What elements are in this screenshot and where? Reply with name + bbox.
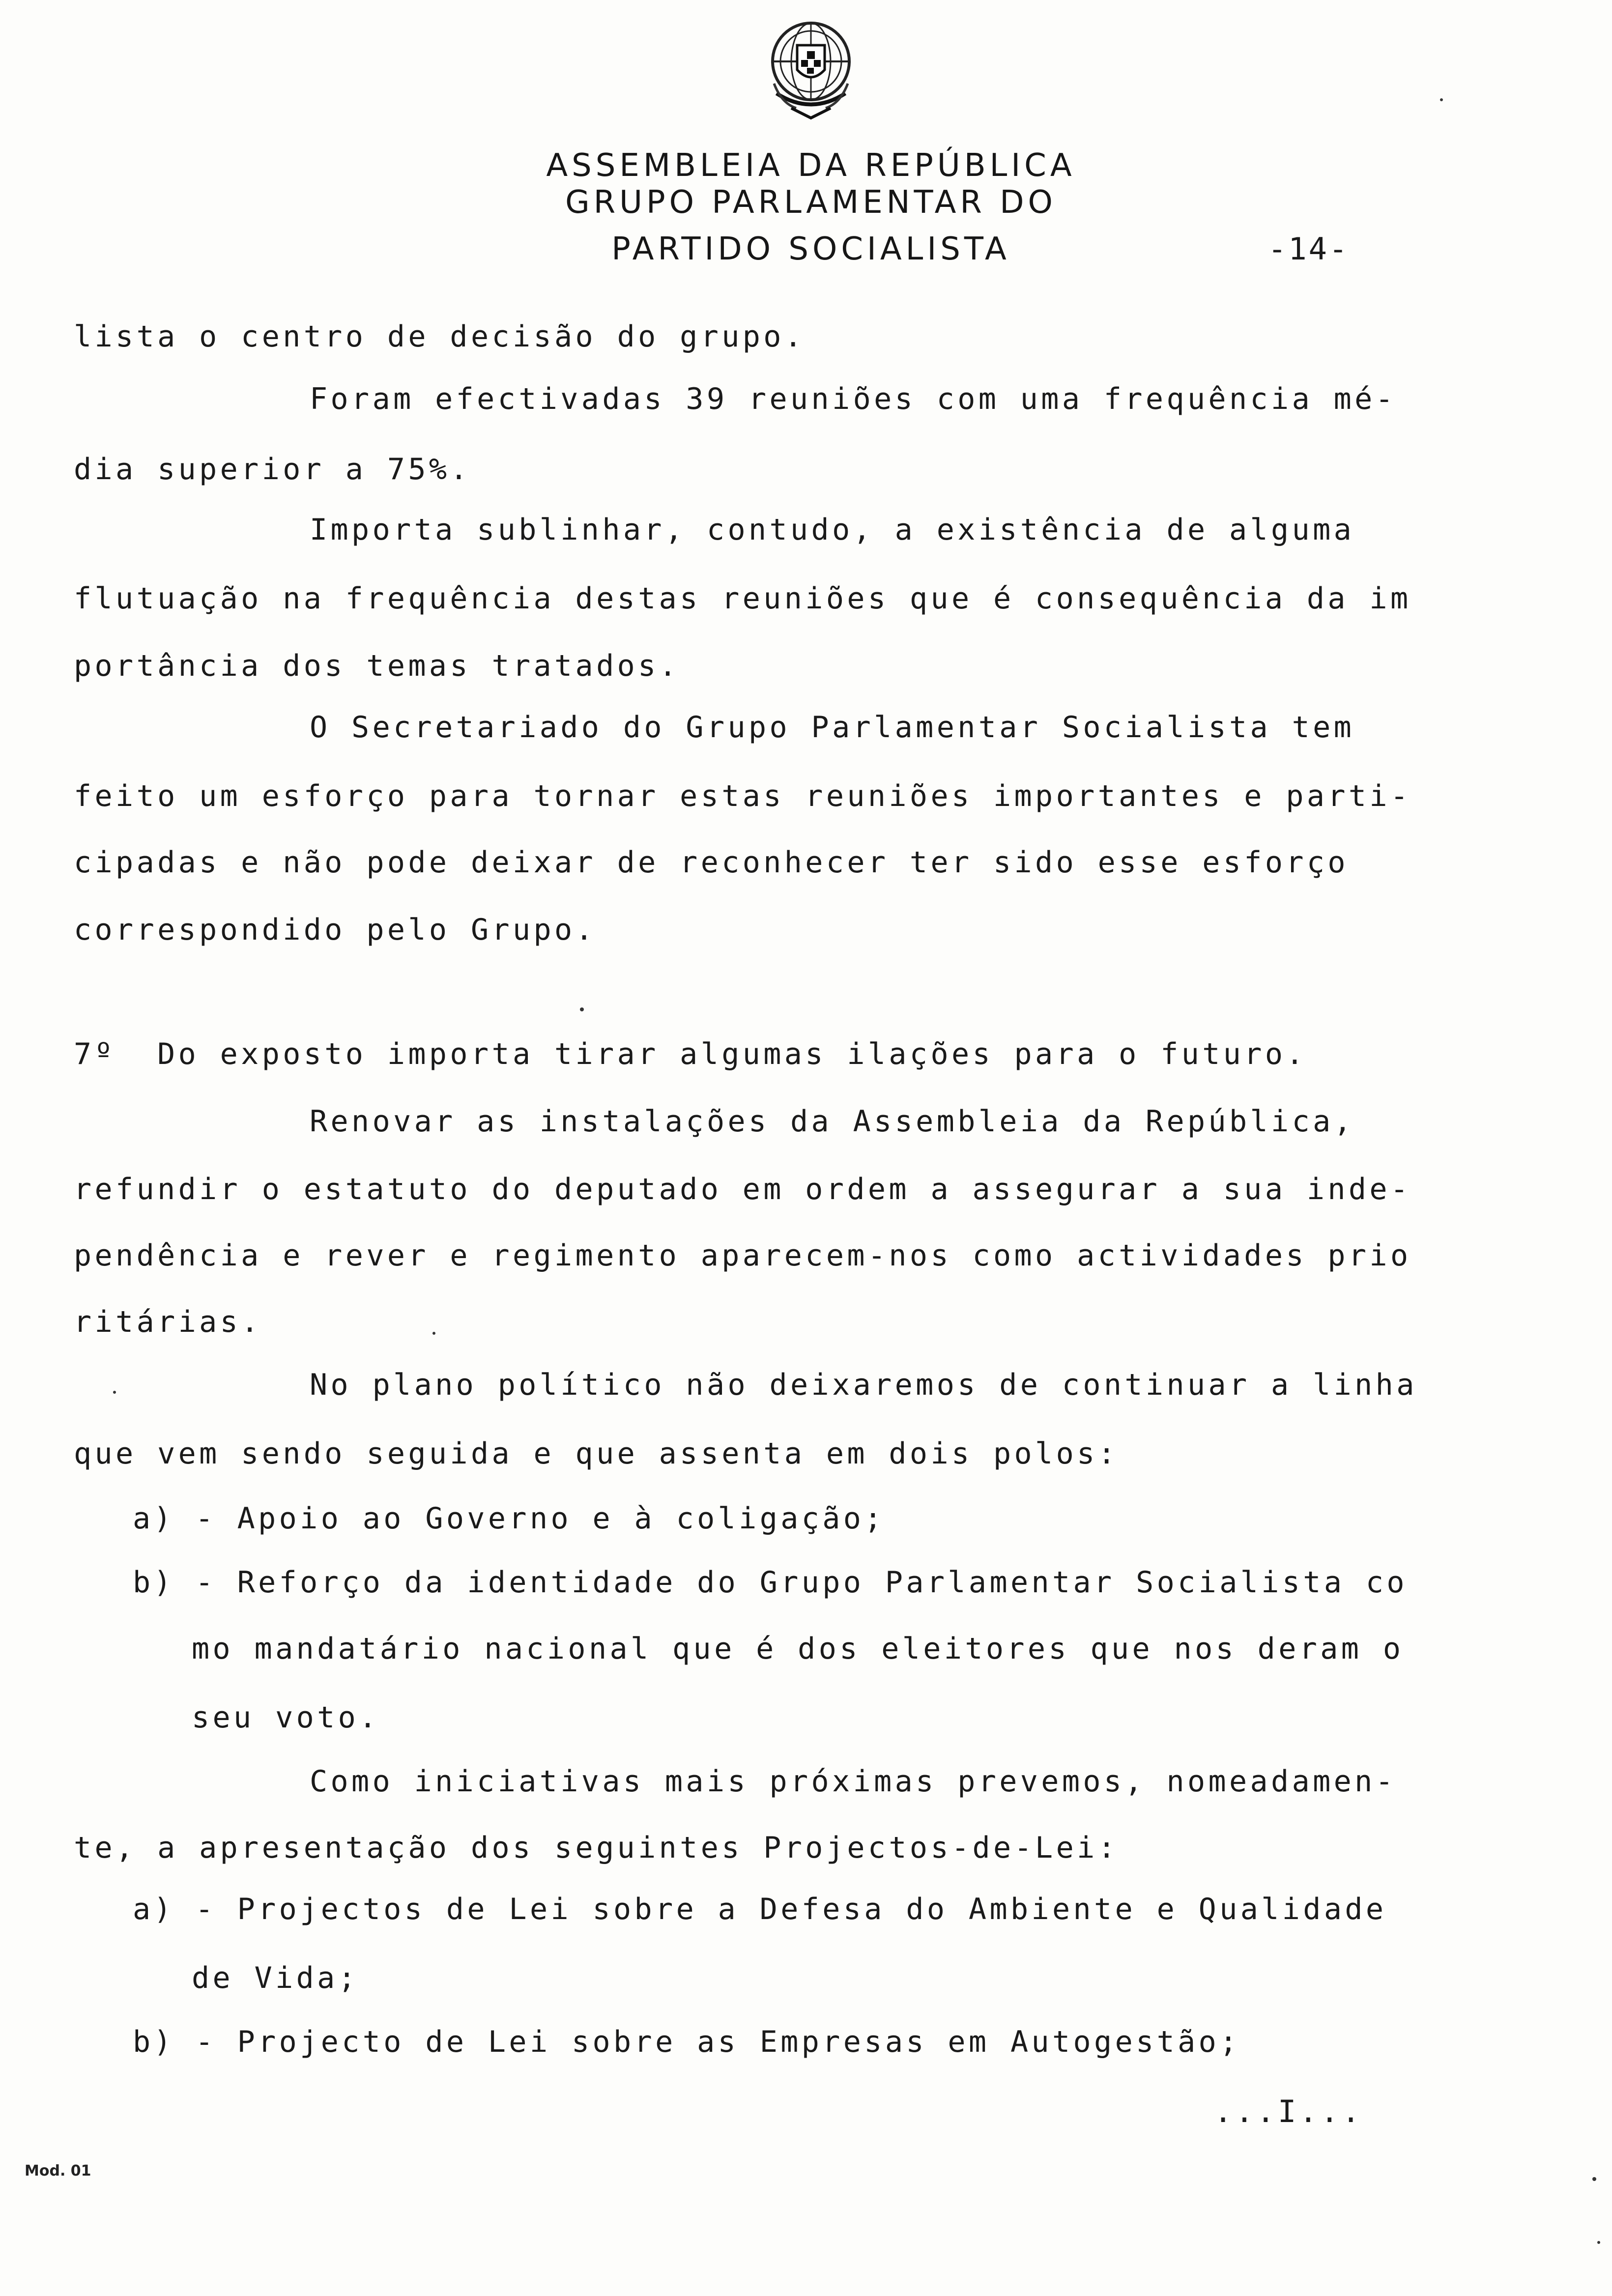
section-7-heading: 7º Do exposto importa tirar algumas ilações para o futuro.: [74, 1037, 1307, 1071]
list-item: b) - Projecto de Lei sobre as Empresas em Autogestão;: [133, 2025, 1240, 2059]
text-line: dia superior a 75%.: [74, 452, 471, 487]
text-line: Importa sublinhar, contudo, a existência de alguma: [310, 513, 1355, 547]
page-number: -14-: [1268, 231, 1350, 267]
header-party: PARTIDO SOCIALISTA: [611, 231, 1010, 267]
text-line: Foram efectivadas 39 reuniões com uma frequência mé-: [310, 382, 1397, 416]
header-institution: ASSEMBLEIA DA REPÚBLICA: [546, 147, 1076, 184]
scan-speck: [432, 1332, 435, 1335]
coat-of-arms-icon: [762, 15, 860, 123]
list-item-continuation: de Vida;: [192, 1961, 359, 1995]
text-line: que vem sendo seguida e que assenta em dois polos:: [74, 1436, 1119, 1471]
text-line: Renovar as instalações da Assembleia da República,: [310, 1104, 1355, 1139]
text-line: portância dos temas tratados.: [74, 649, 680, 683]
text-line: te, a apresentação dos seguintes Projectos-de-Lei:: [74, 1831, 1119, 1865]
scan-speck: [113, 1391, 116, 1394]
list-item-continuation: seu voto.: [192, 1700, 380, 1735]
text-line: correspondido pelo Grupo.: [74, 913, 597, 947]
text-line: feito um esforço para tornar estas reuniões importantes e parti-: [74, 779, 1411, 813]
scan-speck: [1597, 2241, 1600, 2244]
text-line: ritárias.: [74, 1305, 262, 1339]
text-line: pendência e rever e regimento aparecem-nos como actividades prio: [74, 1238, 1411, 1273]
scan-speck: [1440, 98, 1443, 101]
scan-speck: [1592, 2177, 1596, 2181]
text-line: O Secretariado do Grupo Parlamentar Socialista tem: [310, 710, 1355, 745]
continuation-mark: ...I...: [1214, 2094, 1363, 2129]
list-item-continuation: mo mandatário nacional que é dos eleitores que nos deram o: [192, 1632, 1404, 1666]
form-code: Mod. 01: [25, 2162, 91, 2180]
text-line: Como iniciativas mais próximas prevemos, nomeadamen-: [310, 1764, 1397, 1799]
text-line: refundir o estatuto do deputado em ordem a assegurar a sua inde-: [74, 1172, 1411, 1206]
scan-speck: [580, 1007, 584, 1011]
list-item: b) - Reforço da identidade do Grupo Parlamentar Socialista co: [133, 1565, 1408, 1600]
list-item: a) - Apoio ao Governo e à coligação;: [133, 1501, 885, 1536]
text-line: lista o centro de decisão do grupo.: [74, 319, 806, 354]
text-line: flutuação na frequência destas reuniões que é consequência da im: [74, 581, 1411, 616]
list-item: a) - Projectos de Lei sobre a Defesa do Ambiente e Qualidade: [133, 1892, 1387, 1926]
text-line: No plano político não deixaremos de continuar a linha: [310, 1368, 1417, 1402]
header-group: GRUPO PARLAMENTAR DO: [565, 184, 1057, 221]
text-line: cipadas e não pode deixar de reconhecer ter sido esse esforço: [74, 845, 1349, 880]
